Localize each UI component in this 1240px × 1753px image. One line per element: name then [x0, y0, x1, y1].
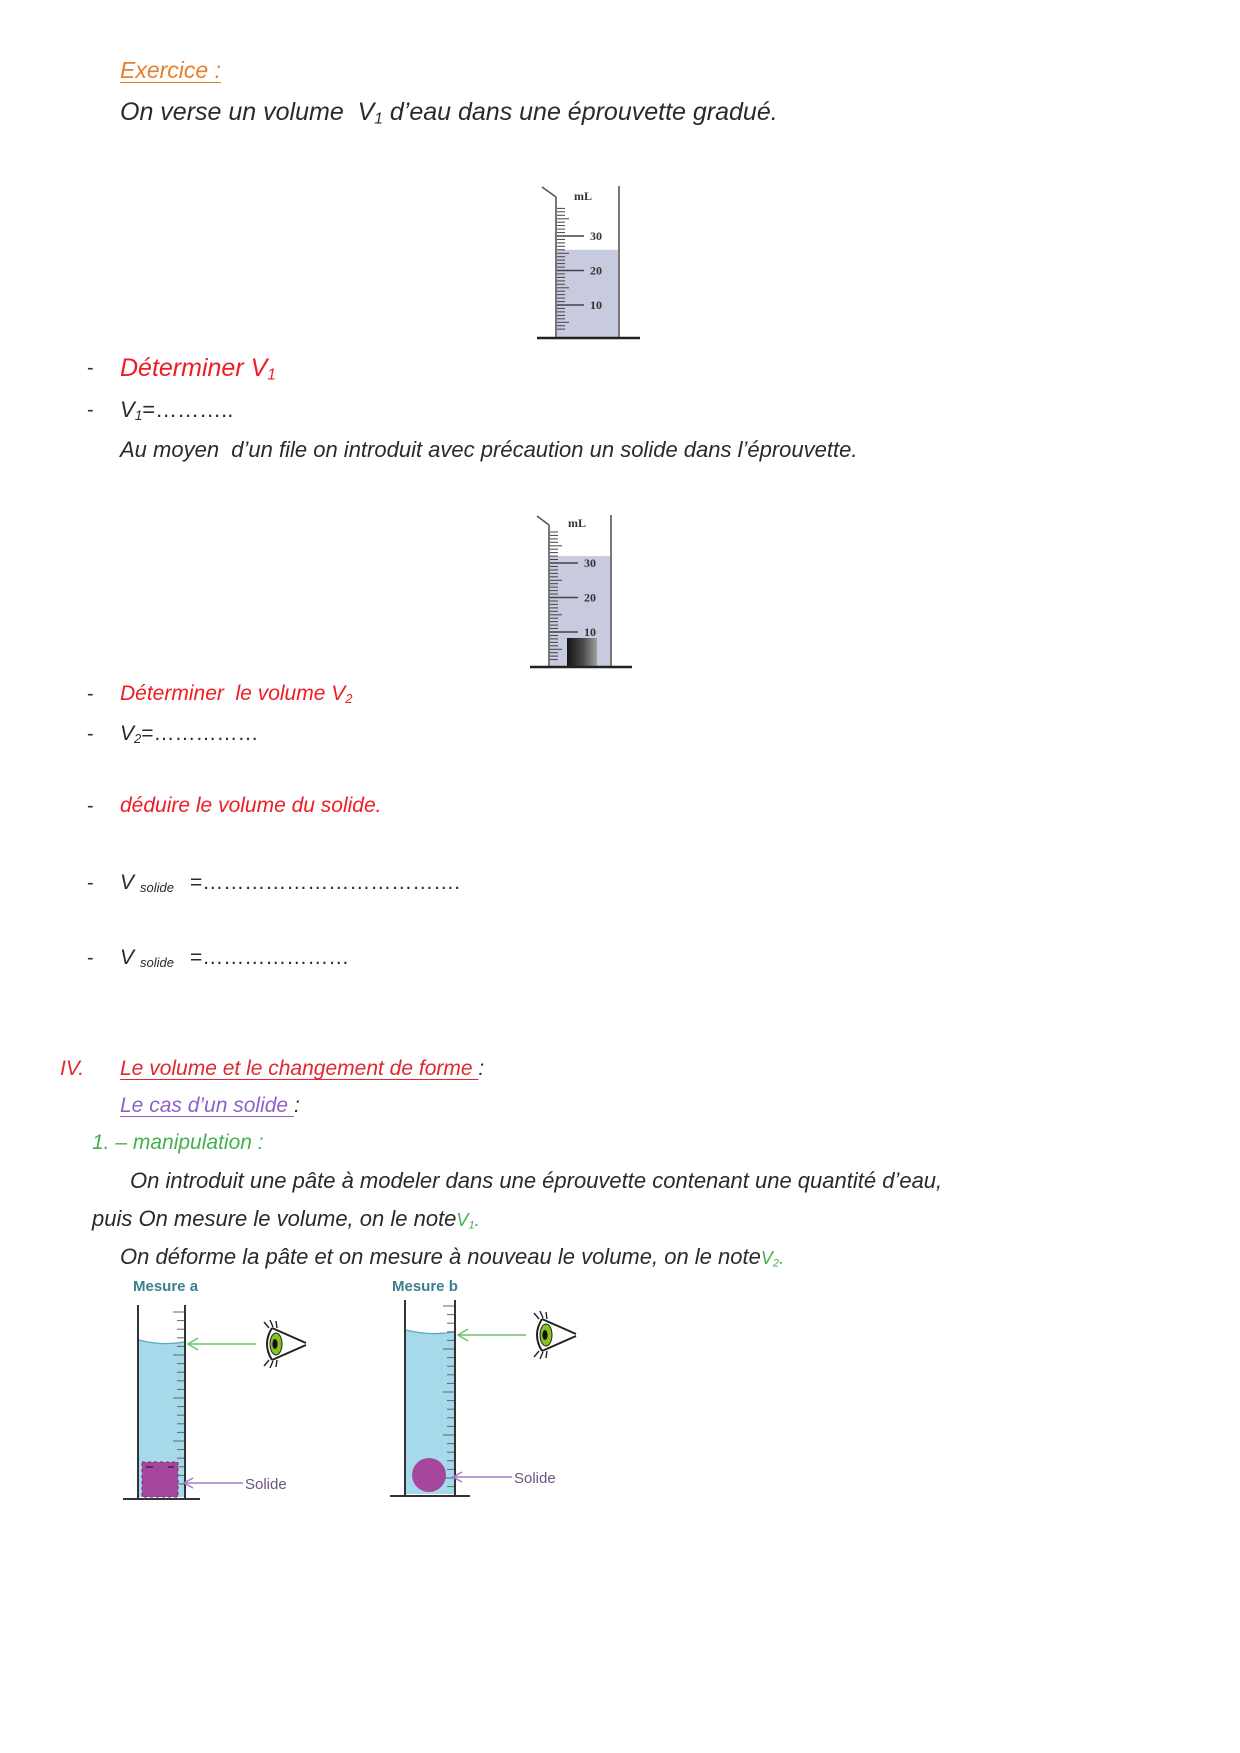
answer-2: [120, 718, 259, 750]
procedure-row: [0, 434, 1240, 466]
question-2-text: Déterminer le volume V: [120, 682, 346, 705]
scale-label-10: 10: [590, 298, 602, 312]
answer-2-row: [0, 718, 1240, 750]
question-2-subscript: 2: [345, 690, 353, 706]
subsection-title: Le cas d’un solide: [120, 1094, 294, 1117]
answer-3a: [120, 867, 460, 899]
question-1-subscript: 1: [267, 366, 276, 384]
paragraph-line-1: [0, 1165, 1240, 1197]
scale-label-10: 10: [584, 625, 596, 639]
note-variable-v1: [456, 1210, 479, 1230]
solid-sphere: [412, 1458, 446, 1492]
note-period: .: [474, 1210, 480, 1230]
scale-label-20: 20: [584, 590, 596, 605]
note-var: V: [456, 1210, 469, 1230]
bullet-dash: -: [87, 399, 94, 421]
water-column: [557, 250, 618, 337]
cylinder-lip: [537, 516, 549, 525]
answer-1-blank: =………..: [142, 397, 234, 422]
answer-2-var: V: [120, 722, 135, 745]
answer-3b-subscript: solide: [140, 954, 174, 970]
graduated-cylinder-after: [530, 515, 632, 667]
eye-pupil: [272, 1339, 277, 1349]
paragraph-text: [92, 1203, 480, 1236]
paragraph-text: On introduit une pâte à modeler dans une éprouvette contenant une quantité d’eau,: [130, 1168, 943, 1193]
answer-1-subscript: 1: [134, 408, 143, 423]
bullet-dash: -: [87, 357, 94, 379]
step-row: [0, 1127, 1240, 1159]
section-number: IV.: [60, 1057, 85, 1080]
bullet-dash: -: [87, 683, 94, 705]
unit-label: mL: [568, 516, 586, 530]
subsection-heading: [120, 1090, 300, 1122]
step-heading: 1. – manipulation :: [92, 1131, 264, 1154]
answer-3b-blank: =…………………: [189, 946, 350, 969]
exercise-title: Exercice :: [120, 57, 221, 83]
eye-icon: [264, 1320, 306, 1368]
solid-block: [567, 638, 597, 666]
eye-lashes-top: [534, 1311, 547, 1319]
note-subscript: 2: [772, 1257, 780, 1270]
scale-label-20: 20: [590, 263, 602, 278]
intro-subscript: 1: [374, 110, 383, 128]
paragraph-line-3: [0, 1241, 1240, 1273]
question-2-row: [0, 678, 1240, 710]
intro-sentence: [120, 96, 778, 128]
bullet-dash: -: [87, 723, 94, 745]
measure-b-figure: [390, 1278, 576, 1496]
solid-label: Solide: [514, 1470, 556, 1487]
answer-3b-var: V: [120, 946, 135, 969]
answer-3a-var: V: [120, 871, 135, 894]
question-1-text: Déterminer V: [120, 354, 268, 382]
section-title-colon: :: [478, 1057, 485, 1080]
scale-label-30: 30: [584, 556, 596, 570]
answer-2-blank: =……………: [141, 722, 259, 745]
bullet-dash: -: [87, 795, 94, 817]
graduated-cylinder-before: [537, 186, 640, 338]
note-period: .: [779, 1248, 785, 1268]
eye-lashes-bottom: [264, 1360, 277, 1368]
answer-3a-blank: =……………………………….: [189, 871, 461, 894]
subsection-row: [0, 1090, 1240, 1122]
answer-3b: [120, 942, 349, 974]
note-subscript: 1: [468, 1219, 475, 1232]
answer-3-row: [0, 867, 1240, 899]
figure-title: Mesure a: [133, 1278, 199, 1295]
measure-a-figure: [123, 1278, 306, 1499]
intro-row: [0, 96, 1240, 128]
intro-text-after: d’eau dans une éprouvette gradué.: [382, 98, 778, 126]
question-2: [120, 678, 353, 710]
paragraph-text-line2: puis On mesure le volume, on le note: [92, 1206, 457, 1231]
section-heading-row: [0, 1053, 1240, 1085]
eye-icon: [534, 1311, 576, 1359]
eye-pupil: [542, 1330, 547, 1340]
answer-2-subscript: 2: [134, 730, 142, 746]
eye-lashes-bottom: [534, 1351, 547, 1359]
cylinder-lip: [542, 187, 556, 197]
paragraph-text-line3: On déforme la pâte et on mesure à nouveau le volume, on le note: [120, 1244, 761, 1269]
paragraph-line-2: [0, 1203, 1240, 1235]
eye-lashes-top: [264, 1320, 277, 1328]
bullet-dash: -: [87, 947, 94, 969]
unit-label: mL: [574, 189, 592, 203]
section-title: Le volume et le changement de forme: [120, 1057, 479, 1080]
subsection-colon: :: [293, 1094, 300, 1117]
answer-3a-subscript: solide: [140, 879, 174, 895]
note-var: V: [760, 1248, 773, 1268]
intro-text-before: On verse un volume V: [120, 98, 375, 126]
figure-title: Mesure b: [392, 1278, 458, 1295]
answer-1-row: [0, 394, 1240, 426]
scale-label-30: 30: [590, 229, 602, 243]
paragraph-text: [120, 1241, 784, 1274]
question-1-row: [0, 352, 1240, 384]
answer-3b-row: [0, 942, 1240, 974]
note-variable-v2: [761, 1248, 784, 1268]
question-3: déduire le volume du solide.: [120, 794, 382, 817]
question-3-row: [0, 790, 1240, 822]
question-1: [120, 352, 276, 384]
procedure-text: Au moyen d’un file on introduit avec précaution un solide dans l’éprouvette.: [120, 437, 858, 462]
answer-1-var: V: [120, 397, 135, 422]
section-heading: [120, 1053, 484, 1085]
answer-1: [120, 394, 233, 426]
bullet-dash: -: [87, 872, 94, 894]
solid-label: Solide: [245, 1476, 287, 1493]
exercise-title-row: [0, 54, 1240, 86]
